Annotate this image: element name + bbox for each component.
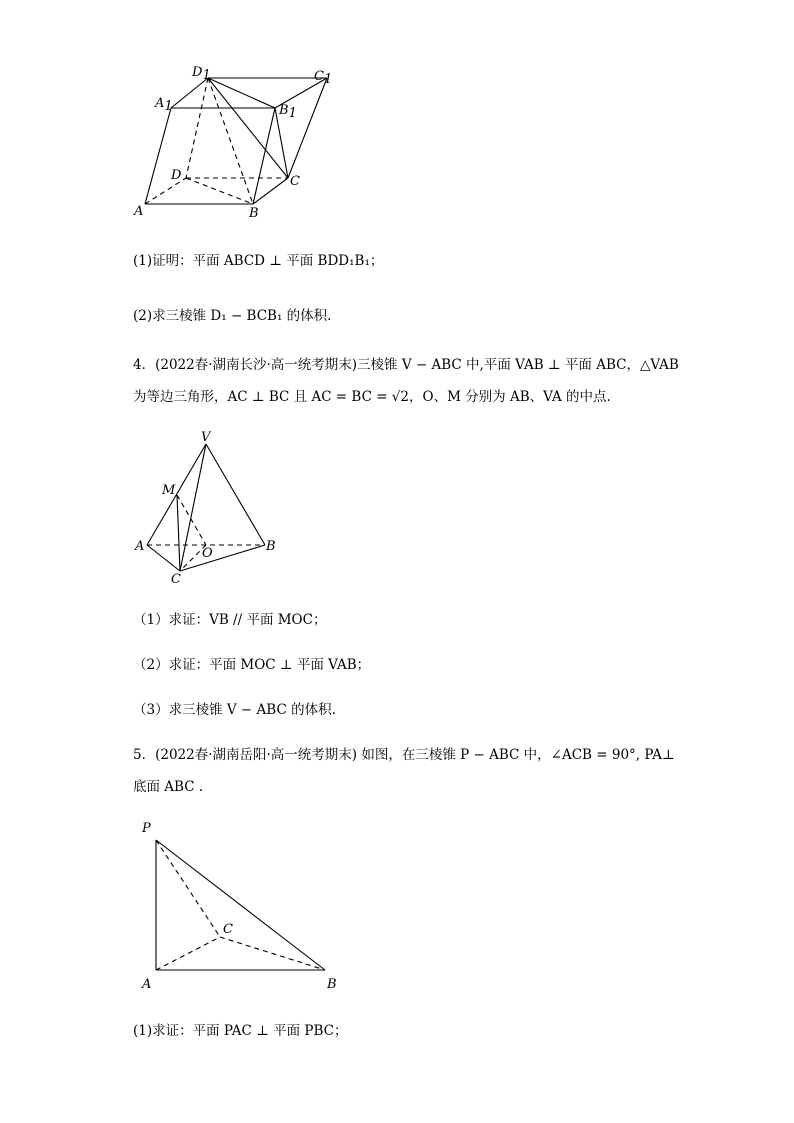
q5-stem-line1: 5．(2022春·湖南岳阳·高一统考期末) 如图，在三棱锥 P − ABC 中，∠ACB = 90°, PA⊥	[133, 747, 675, 763]
label-b: B	[327, 977, 337, 992]
label-o: O	[202, 546, 213, 561]
label-a: A	[142, 977, 152, 992]
q3-part2: (2)求三棱锥 D₁ − BCB₁ 的体积.	[133, 308, 332, 324]
label-c1: C1	[314, 69, 333, 87]
label-d: D	[171, 168, 182, 183]
label-a: A	[134, 204, 144, 219]
q4-part3: （3）求三棱锥 V − ABC 的体积.	[133, 702, 336, 718]
q4-part1: （1）求证：VB // 平面 MOC；	[133, 612, 327, 628]
q5-part1: (1)求证：平面 PAC ⊥ 平面 PBC；	[133, 1023, 348, 1039]
label-d1: D1	[192, 65, 211, 83]
label-b: B	[266, 539, 276, 554]
edge-pc	[156, 840, 220, 937]
label-b: B	[249, 206, 259, 221]
label-c: C	[290, 174, 300, 189]
label-a: A	[135, 539, 145, 554]
q4-stem-line2: 为等边三角形，AC ⊥ BC 且 AC = BC = √2，O、M 分别为 AB、VA 的中点.	[133, 389, 611, 405]
q3-part1: (1)证明：平面 ABCD ⊥ 平面 BDD₁B₁；	[133, 253, 384, 269]
q4-part2: （2）求证：平面 MOC ⊥ 平面 VAB；	[133, 657, 371, 673]
label-v: V	[201, 430, 211, 445]
label-c: C	[223, 922, 233, 937]
label-a1: A1	[155, 96, 173, 114]
label-c: C	[171, 572, 181, 587]
edge-ac	[156, 937, 220, 970]
edge-cb	[220, 937, 325, 970]
q4-stem-line1: 4．(2022春·湖南长沙·高一统考期末)三棱锥 V − ABC 中,平面 VAB ⊥ 平面 ABC，△VAB	[133, 357, 679, 373]
label-m: M	[162, 483, 176, 498]
q5-stem-line2: 底面 ABC .	[133, 779, 204, 795]
label-b1: B1	[279, 103, 297, 121]
edge-pb	[156, 840, 325, 970]
label-p: P	[142, 821, 151, 836]
